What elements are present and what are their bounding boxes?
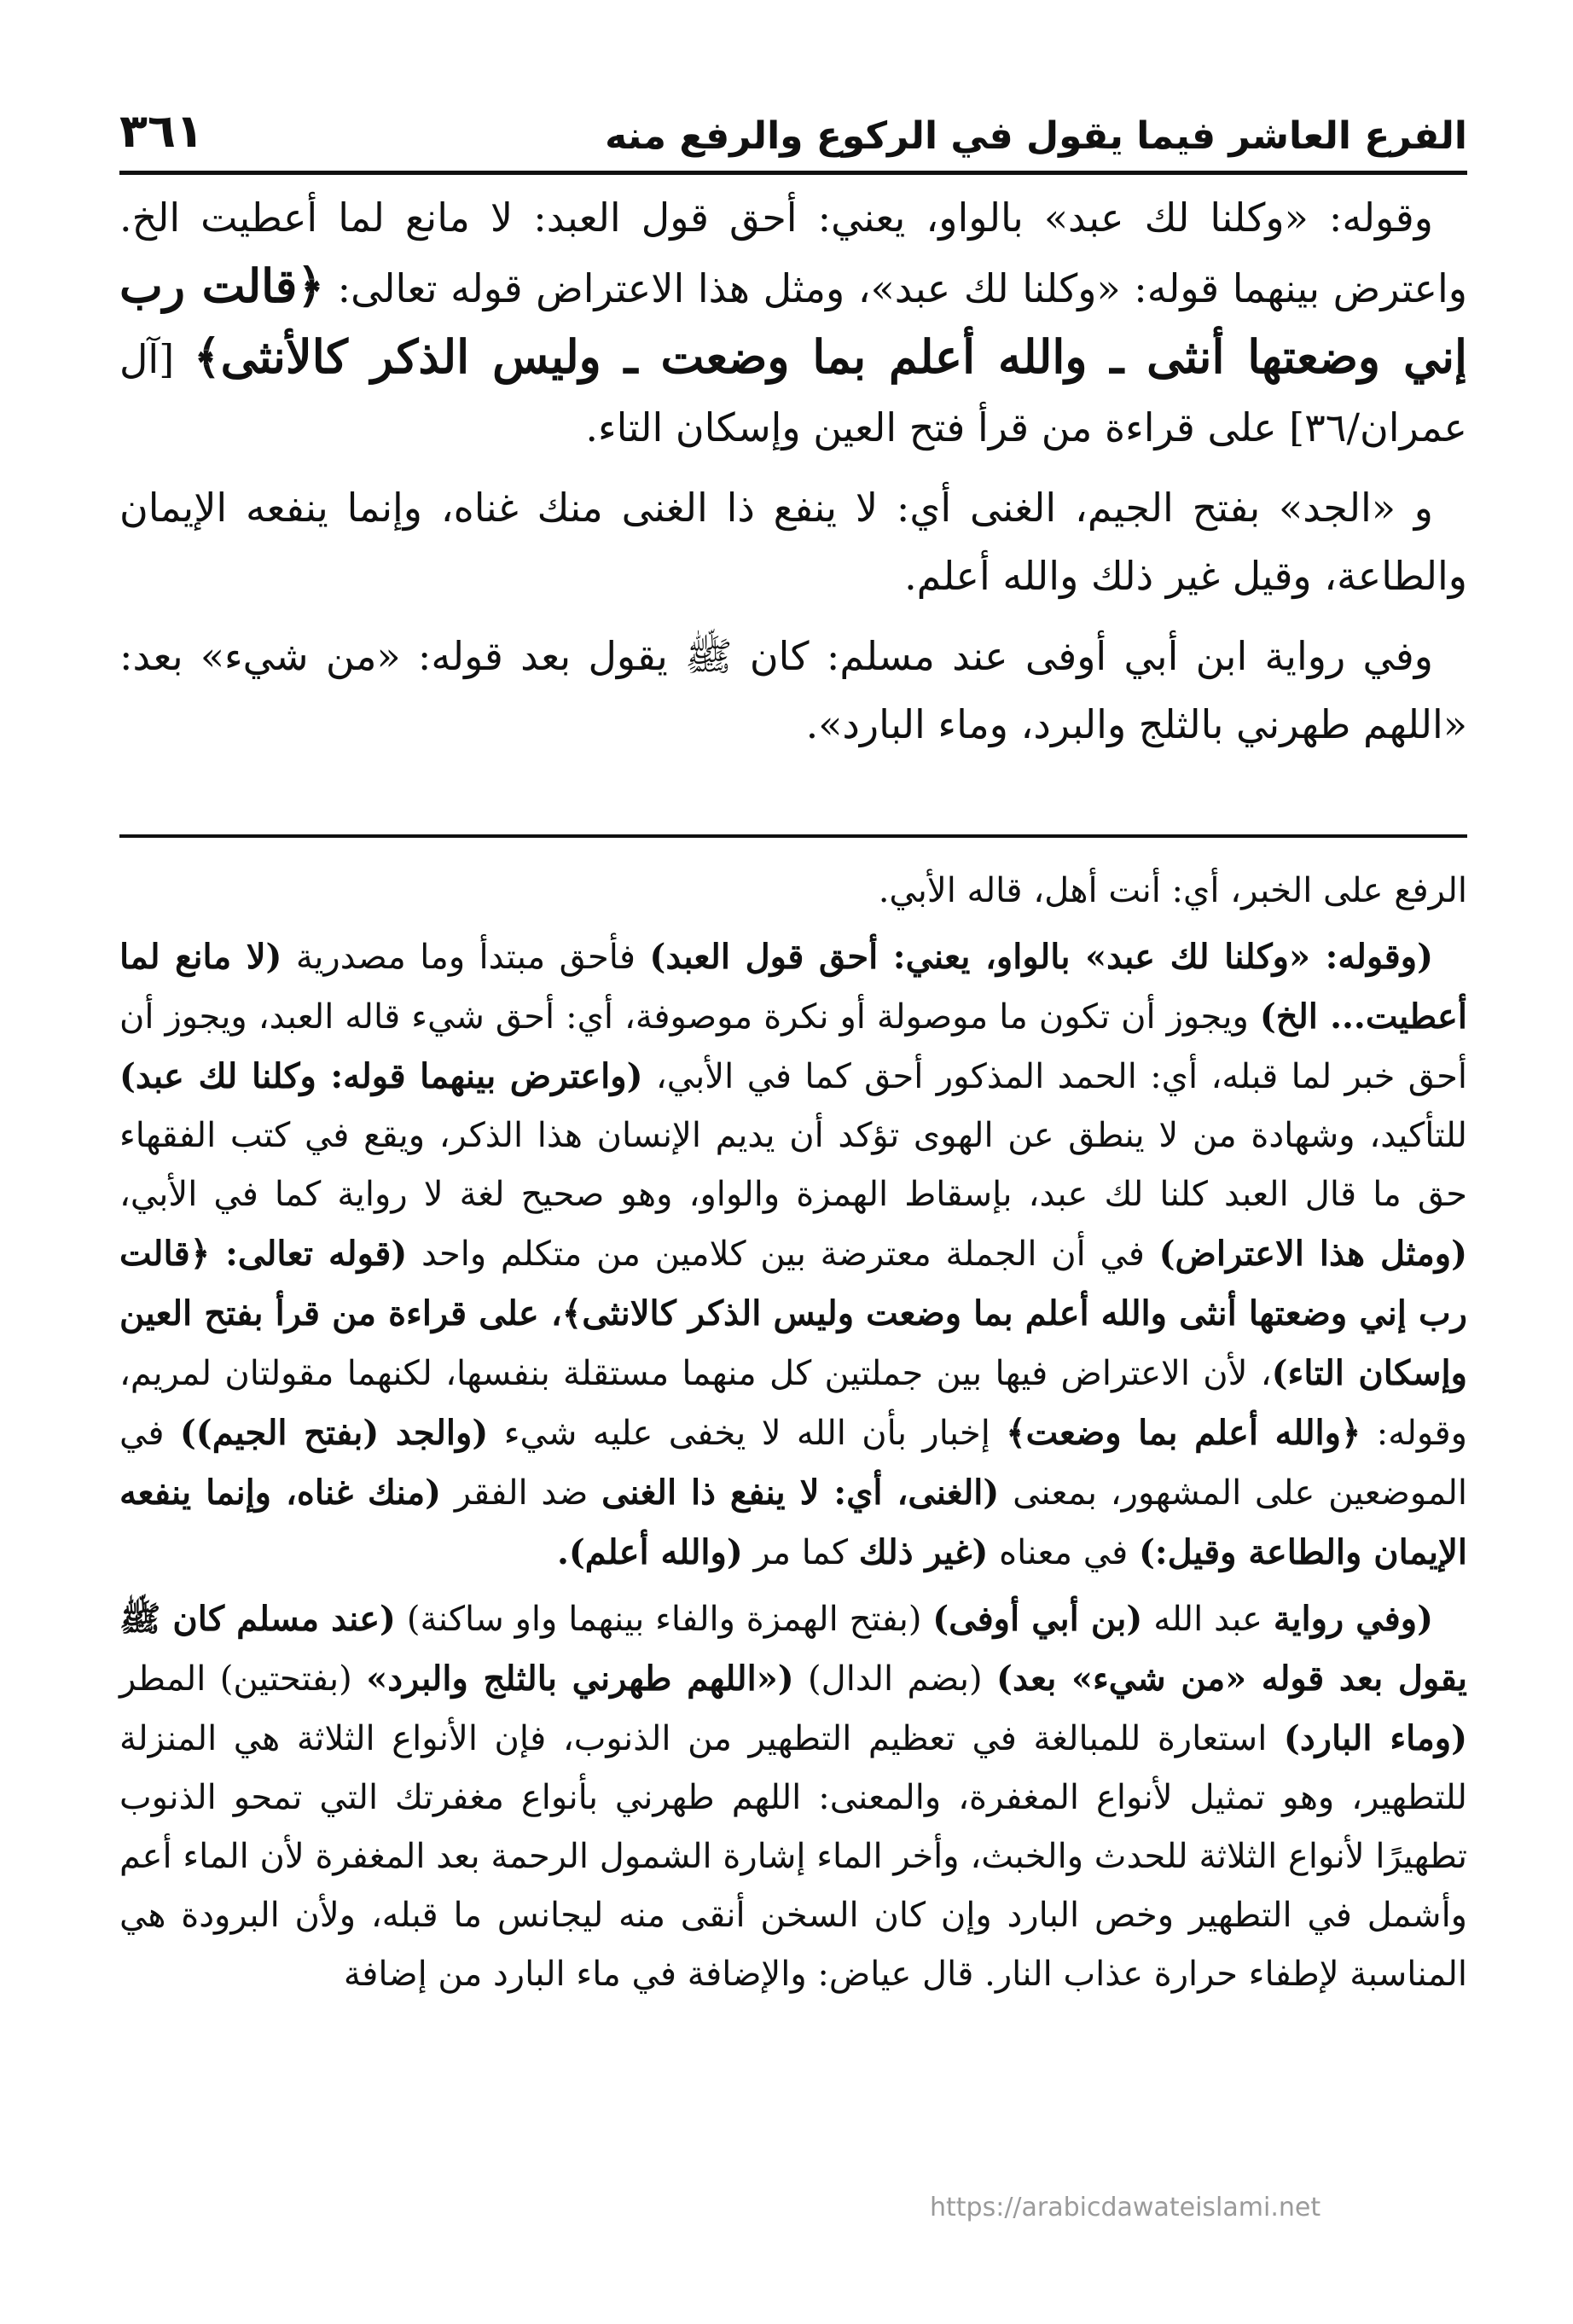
commentary-bold: (ومثل هذا الاعتراض) [1158,1234,1467,1274]
main-text [119,183,1467,770]
commentary-paragraph-1: الرفع على الخبر، أي: أنت أهل، قاله الأبي. [878,871,1467,910]
commentary-bold: (الغنى، أي: لا ينفع ذا الغنى [601,1473,1000,1513]
commentary-bold: (واعترض بينهما قوله: وكلنا لك عبد) [119,1056,643,1096]
main-paragraph-2: و «الجد» بفتح الجيم، الغنى أي: لا ينفع ذا الغنى منك غناه، وإنما ينفعه الإيمان والطاعة، وقيل غير ذلك والله أعلم. [119,485,1467,599]
commentary-bold: (قوله تعالى: ﴿قالت رب إني وضعتها أنثى والله أعلم بما وضعت وليس الذكر كالانثى﴾، على قراءة من قرأ بفتح العين وإسكان التاء) [119,1234,1467,1393]
commentary-run: في الموضعين على المشهور، بمعنى [119,1414,1467,1513]
commentary-run: كما مر [742,1533,859,1572]
commentary-bold: (وقوله: «وكلنا لك عبد» بالواو، يعني: أحق قول العبد) [649,937,1434,977]
commentary-run: للتأكيد، وشهادة من لا ينطق عن الهوى تؤكد أن يديم الإنسان هذا الذكر، ويقع في كتب الفقهاء حق ما قال العبد كلنا لك عبد، بإسقاط الهمزة والواو، وهو صحيح لغة لا رواية كما في الأبي، [119,1116,1468,1214]
commentary-run: ويجوز أن تكون ما موصولة أو نكرة موصوفة، أي: أحق شيء قاله العبد، ويجوز أن أحق خبر لما قبله، أي: الحمد المذكور أحق كما في الأبي، [119,997,1467,1096]
page-header [119,90,1467,158]
commentary-bold: (وماء البارد) [1283,1718,1467,1758]
commentary-run: فأحق مبتدأ وما مصدرية [282,938,650,977]
running-title: الفرع العاشر فيما يقول في الركوع والرفع منه [605,114,1467,158]
main-paragraph-3: وفي رواية ابن أبي أوفى عند مسلم: كان ﷺ يقول بعد قوله: «من شيء» بعد: «اللهم طهرني بالثلج والبرد، وماء البارد». [119,633,1467,747]
commentary-run: استعارة للمبالغة في تعظيم التطهير من الذنوب، فإن الأنواع الثلاثة هي المنزلة للتطهير، وهو تمثيل لأنواع المغفرة، والمعنى: اللهم طهرني بأنواع مغفرتك التي تمحو الذنوب تطهيرًا لأنواع الثلاثة للحدث والخبث، وأخر الماء إشارة الشمول الرحمة بعد المغفرة لأن الماء أعم وأشمل في التطهير وخص البارد وإن كان السخن أنقى منه ليجانس ما قبله، ولأن البرودة هي المناسبة لإطفاء حرارة عذاب النار. قال عياض: والإضافة في ماء البارد من إضافة [119,1719,1467,1994]
commentary-bold: (والجد (بفتح الجيم)) [179,1413,489,1453]
source-watermark: https://arabicdawateislami.net [930,2193,1321,2222]
main-text-run: [آل عمران/٣٦] على قراءة من قرأ فتح العين وإسكان التاء. [119,336,1467,450]
header-rule [119,171,1467,175]
quran-verse: ﴿قالت رب إني وضعتها أنثى ـ والله أعلم بما وضعت ـ وليس الذكر كالأنثى﴾ [119,259,1468,384]
commentary-bold: (غير ذلك [858,1532,989,1572]
commentary-run: في معناه [988,1533,1139,1572]
page-number: ٣٦١ [119,104,204,158]
commentary-bold: (عند مسلم كان ﷺ يقول بعد قوله «من شيء» بعد) [119,1599,1467,1699]
footnote-separator [119,834,1467,838]
commentary-bold: (بن أبي أوفى) [932,1599,1143,1639]
commentary-run: في أن الجملة معترضة بين كلامين من متكلم واحد [407,1235,1159,1274]
main-text-run: وقوله: «وكلنا لك عبد» بالواو، يعني: أحق قول العبد: لا مانع لما أعطيت الخ. واعترض بينهما قوله: «وكلنا لك عبد»، ومثل هذا الاعتراض قوله تعالى: [119,195,1467,311]
commentary-run: عبد الله [1142,1600,1274,1639]
commentary-run: (بفتح الهمزة والفاء بينهما واو ساكنة) [396,1600,933,1639]
commentary-paragraph-3 [119,1589,1467,2004]
commentary-run: (بفتحتين) المطر [119,1659,367,1699]
commentary-text [119,862,1467,2011]
commentary-bold: («اللهم طهرني بالثلج والبرد» [366,1659,794,1699]
commentary-bold: ﴿والله أعلم بما وضعت﴾ [1006,1413,1361,1453]
commentary-run: ، لأن الاعتراض فيها بين جملتين كل منهما مستقلة بنفسها، لكنهما مقولتان لمريم، وقوله: [119,1354,1467,1453]
commentary-bold: (وفي رواية [1273,1599,1433,1639]
commentary-run: ضد الفقر [441,1473,602,1513]
commentary-bold: (لا مانع لما أعطيت... الخ) [119,937,1468,1037]
commentary-bold: (منك غناه، وإنما ينفعه الإيمان والطاعة وقيل:) [119,1473,1467,1572]
commentary-bold: (والله أعلم). [556,1532,743,1572]
main-paragraph-1 [119,183,1467,462]
commentary-run: إخبار بأن الله لا يخفى عليه شيء [488,1414,1007,1453]
commentary-paragraph-2 [119,927,1467,1583]
commentary-run: (بضم الدال) [793,1659,997,1699]
